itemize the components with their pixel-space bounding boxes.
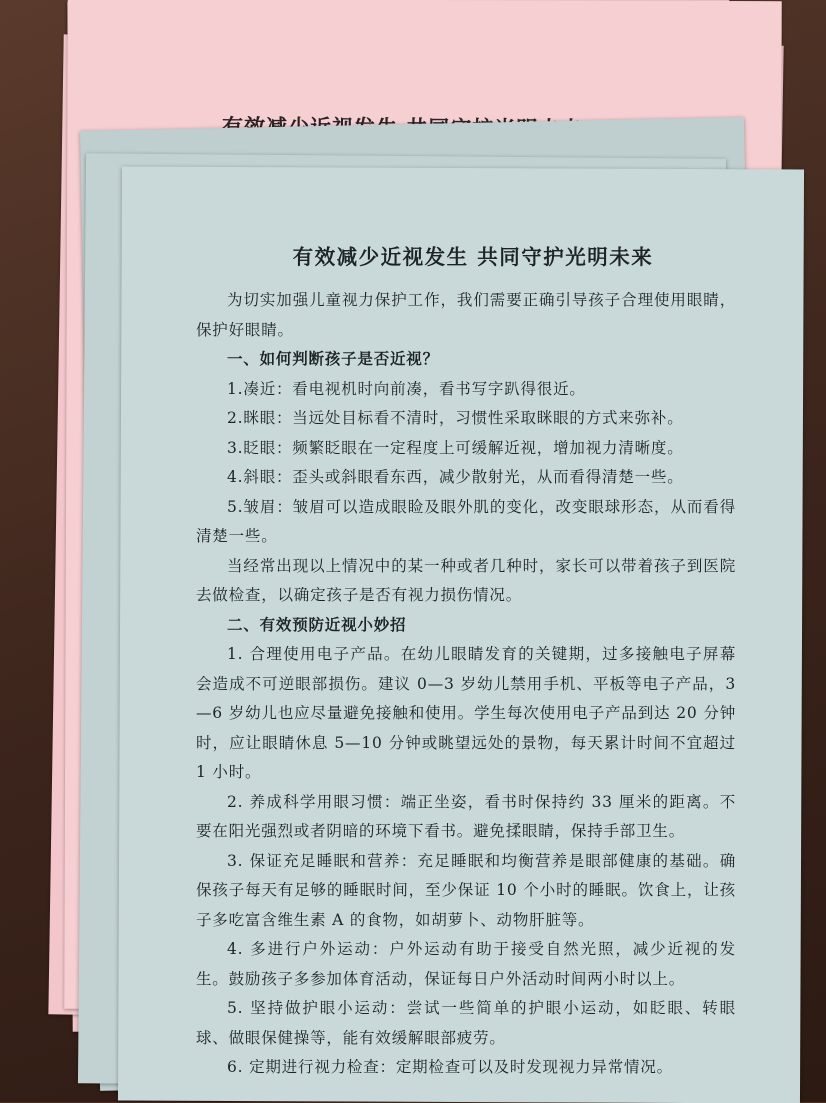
section-1-note: 当经常出现以上情况中的某一种或者几种时，家长可以带着孩子到医院去做检查，以确定孩子是否有视力损伤情况。 xyxy=(196,556,736,604)
section-2-item: 3. 保证充足睡眠和营养：充足睡眠和均衡营养是眼部健康的基础。确保孩子每天有足够的睡眠时间，至少保证 10 个小时的睡眠。饮食上，让孩子多吃富含维生素 A 的食物，如胡萝卜、动物肝脏等。 xyxy=(196,851,736,929)
intro-paragraph: 为切实加强儿童视力保护工作，我们需要正确引导孩子合理使用眼睛，保护好眼睛。 xyxy=(196,291,736,339)
section-2-heading: 二、有效预防近视小妙招 xyxy=(227,615,407,634)
section-2-item: 5. 坚持做护眼小运动：尝试一些简单的护眼小运动，如眨眼、转眼球、做眼保健操等，能有效缓解眼部疲劳。 xyxy=(196,999,736,1047)
leaflet-document xyxy=(196,240,736,1083)
section-1-heading: 一、如何判断孩子是否近视？ xyxy=(227,350,439,368)
document-title: 有效减少近视发生 共同守护光明未来 xyxy=(292,245,654,269)
section-2-item: 2. 养成科学用眼习惯：端正坐姿，看书时保持约 33 厘米的距离。不要在阳光强烈或者阴暗的环境下看书。避免揉眼睛，保持手部卫生。 xyxy=(196,792,736,840)
section-1-item: 2.眯眼：当远处目标看不清时，习惯性采取眯眼的方式来弥补。 xyxy=(227,409,684,427)
section-1-item: 1.凑近：看电视机时向前凑，看书写字趴得很近。 xyxy=(227,379,586,398)
section-1-item: 4.斜眼：歪头或斜眼看东西，减少散射光，从而看得清楚一些。 xyxy=(227,468,684,486)
section-2-item: 4. 多进行户外运动：户外运动有助于接受自然光照，减少近视的发生。鼓励孩子多参加体育活动，保证每日户外活动时间两小时以上。 xyxy=(196,940,736,988)
section-1-item: 3.眨眼：频繁眨眼在一定程度上可缓解近视，增加视力清晰度。 xyxy=(227,438,684,457)
section-2-item: 6. 定期进行视力检查：定期检查可以及时发现视力异常情况。 xyxy=(227,1058,673,1076)
section-2-item: 1. 合理使用电子产品。在幼儿眼睛发育的关键期，过多接触电子屏幕会造成不可逆眼部损伤。建议 0—3 岁幼儿禁用手机、平板等电子产品，3—6 岁幼儿也应尽量避免接触和使用。学生每次使用电子产品到达 20 分钟时，应让眼睛休息 5—10 分钟或眺望远处的景物，每天累计时间不宜超过 1 小时。 xyxy=(196,645,736,781)
section-1-item: 5.皱眉：皱眉可以造成眼睑及眼外肌的变化，改变眼球形态，从而看得清楚一些。 xyxy=(196,497,736,545)
